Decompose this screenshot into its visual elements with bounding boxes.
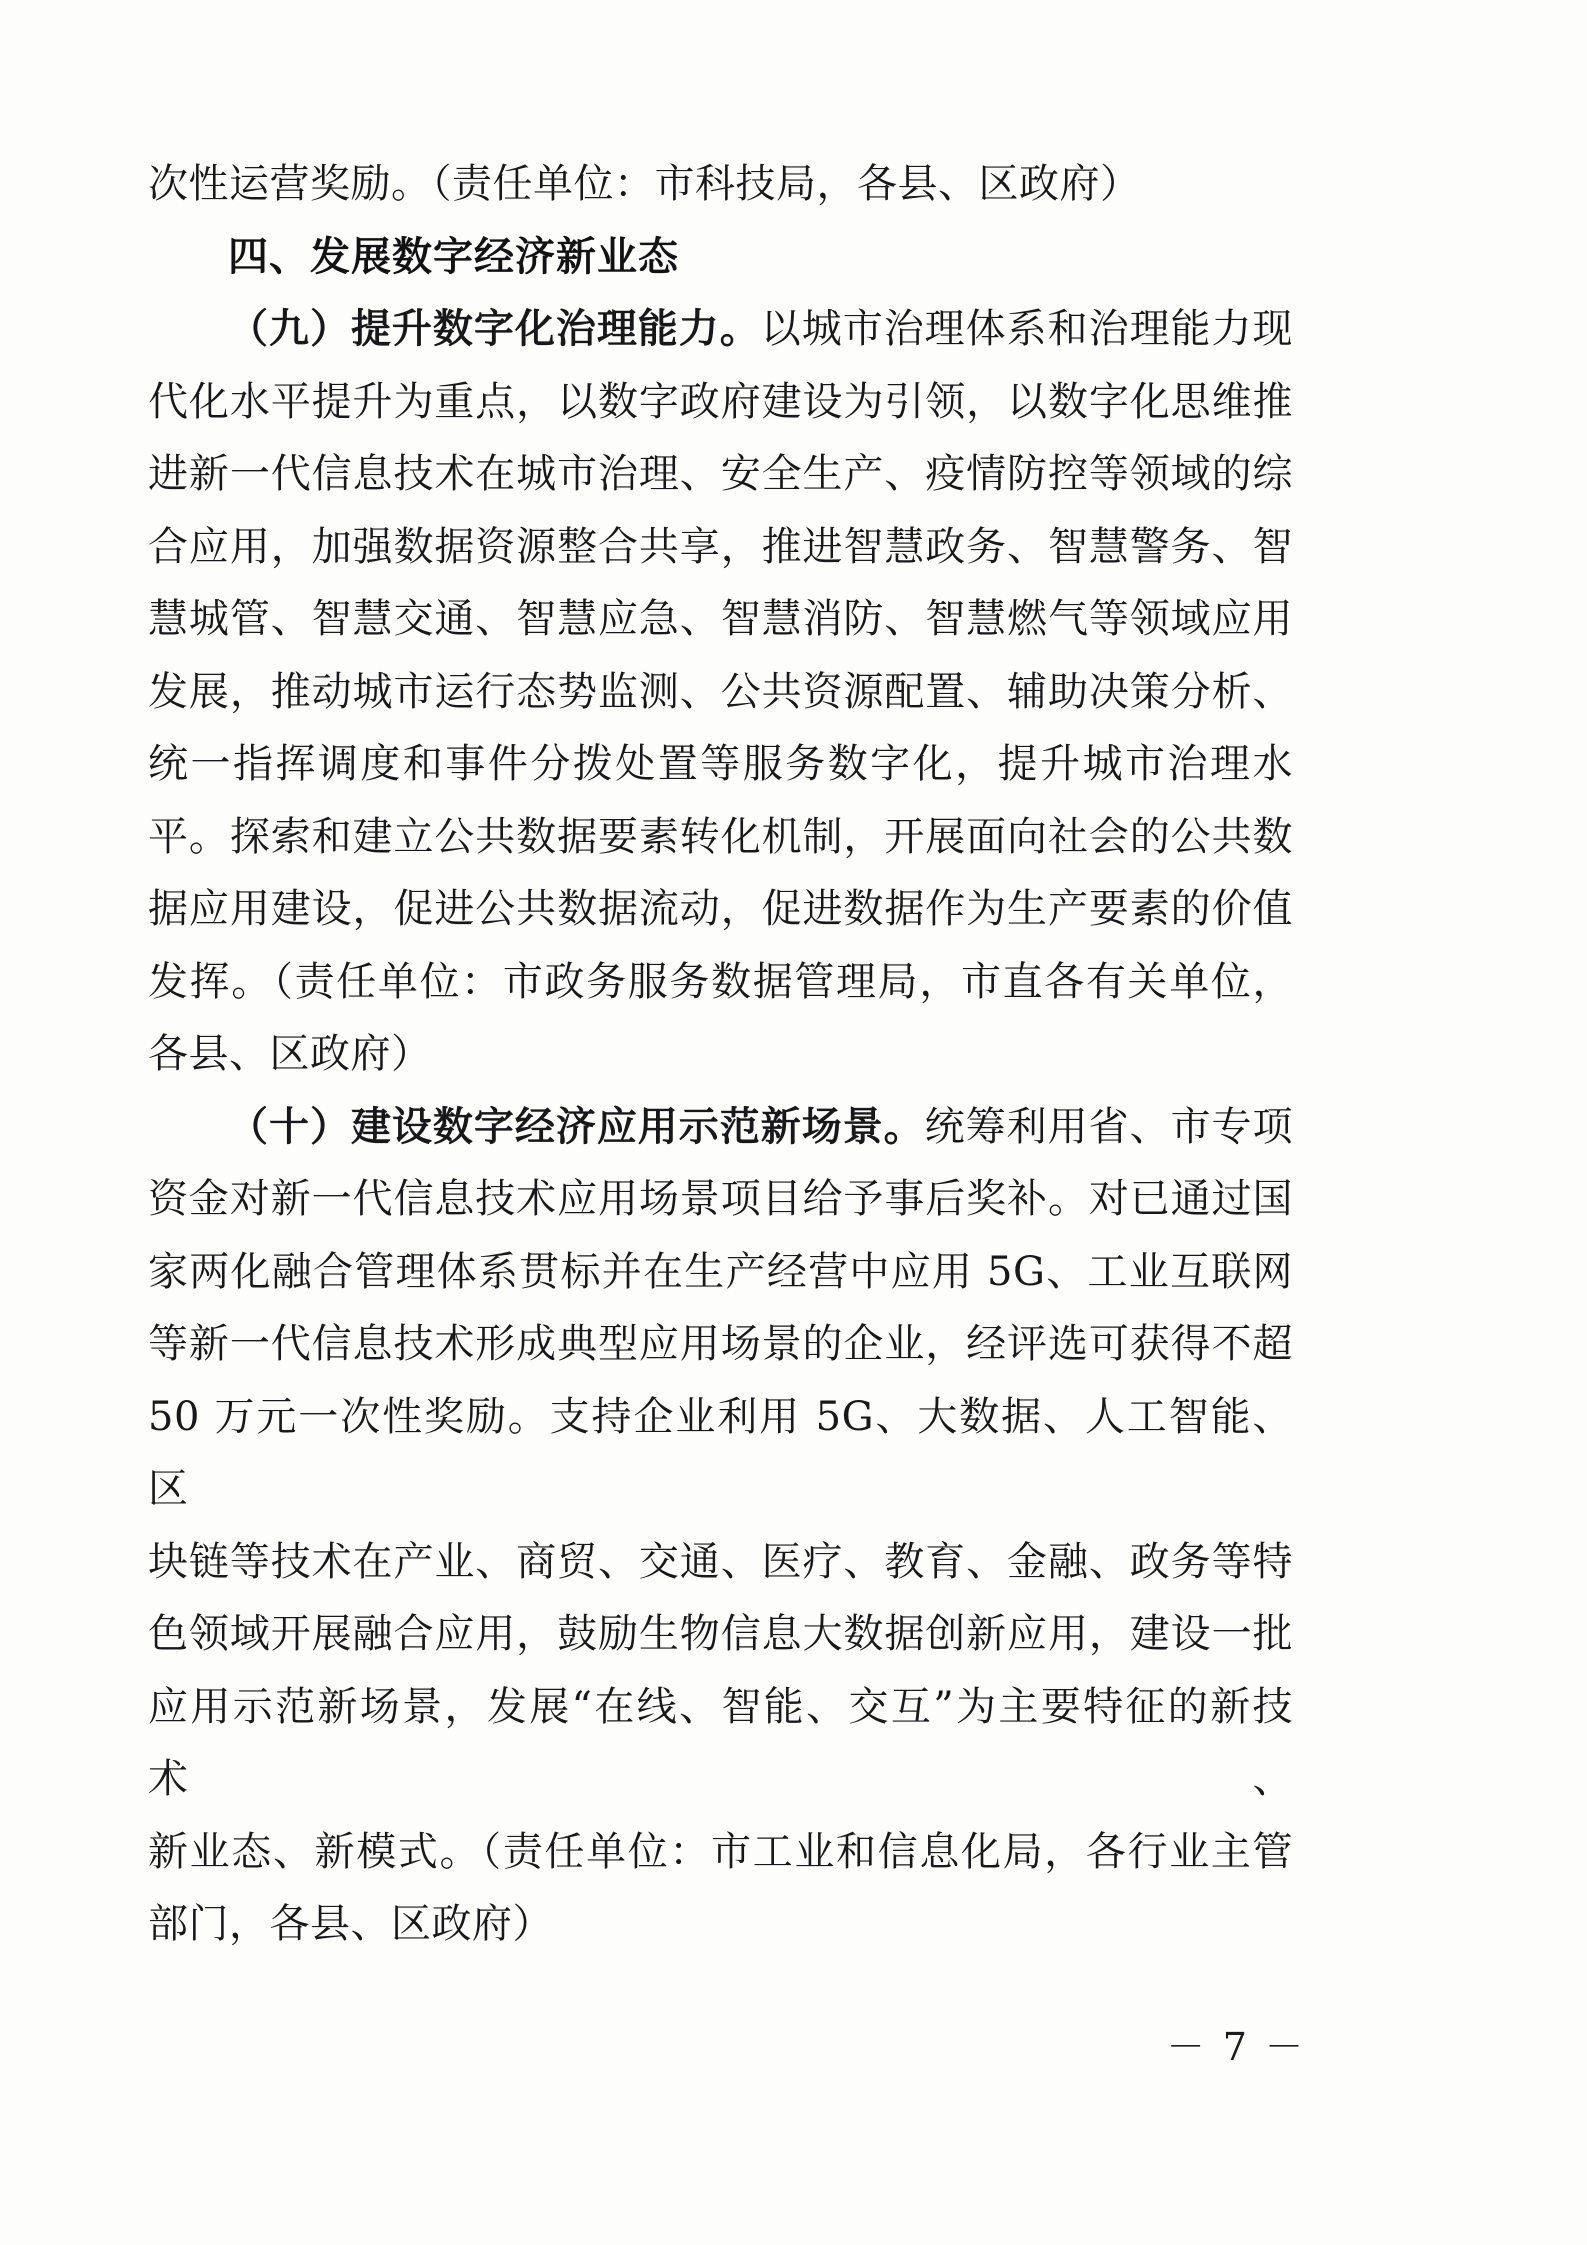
section-heading-4: 四、发展数字经济新业态 xyxy=(228,233,679,280)
paragraph-9-line-5: 慧城管、智慧交通、智慧应急、智慧消防、智慧燃气等领域应用 xyxy=(148,596,1293,642)
paragraph-9-line-4: 合应用，加强数据资源整合共享，推进智慧政务、智慧警务、智 xyxy=(148,523,1293,570)
paragraph-9-line-1 xyxy=(148,293,1293,366)
page-content xyxy=(148,148,1293,1961)
paragraph-10-line-1 xyxy=(148,1091,1293,1164)
paragraph-9 xyxy=(148,293,1293,1091)
paragraph-9-lead: （九）提升数字化治理能力。 xyxy=(228,305,761,352)
paragraph-10-line-1-rest: 统筹利用省、市专项 xyxy=(924,1103,1294,1150)
paragraph-10-line-2: 资金对新一代信息技术应用场景项目给予事后奖补。对已通过国 xyxy=(148,1176,1293,1222)
paragraph-10-line-3: 家两化融合管理体系贯标并在生产经营中应用 5G、工业互联网 xyxy=(148,1248,1293,1295)
paragraph-10-line-10: 部门，各县、区政府） xyxy=(148,1901,553,1947)
paragraph-10-line-7: 色领域开展融合应用，鼓励生物信息大数据创新应用，建设一批 xyxy=(148,1611,1293,1657)
paragraph-10-line-6: 块链等技术在产业、商贸、交通、医疗、教育、金融、政务等特 xyxy=(148,1538,1293,1585)
paragraph-10-lead: （十）建设数字经济应用示范新场景。 xyxy=(228,1102,925,1150)
paragraph-9-line-3: 进新一代信息技术在城市治理、安全生产、疫情防控等领域的综 xyxy=(148,451,1293,497)
paragraph-9-line-11: 各县、区政府） xyxy=(148,1031,432,1077)
paragraph-9-line-10: 发挥。（责任单位：市政务服务数据管理局，市直各有关单位， xyxy=(148,958,1293,1005)
paragraph-10-line-5: 50 万元一次性奖励。支持企业利用 5G、大数据、人工智能、区 xyxy=(148,1393,1293,1512)
paragraph-continued-line: 次性运营奖励。（责任单位：市科技局，各县、区政府） xyxy=(148,161,1141,207)
paragraph-10 xyxy=(148,1091,1293,1961)
paragraph-9-line-7: 统一指挥调度和事件分拨处置等服务数字化，提升城市治理水 xyxy=(148,741,1293,787)
paragraph-10-line-9: 新业态、新模式。（责任单位：市工业和信息化局，各行业主管 xyxy=(148,1828,1293,1875)
paragraph-9-line-9: 据应用建设，促进公共数据流动，促进数据作为生产要素的价值 xyxy=(148,886,1293,932)
paragraph-10-line-8: 应用示范新场景，发展“在线、智能、交互”为主要特征的新技术、 xyxy=(148,1683,1293,1802)
paragraph-9-line-6: 发展，推动城市运行态势监测、公共资源配置、辅助决策分析、 xyxy=(148,668,1293,715)
paragraph-9-line-2: 代化水平提升为重点，以数字政府建设为引领，以数字化思维推 xyxy=(148,378,1293,425)
paragraph-9-line-8: 平。探索和建立公共数据要素转化机制，开展面向社会的公共数 xyxy=(148,813,1293,860)
page-number: － 7 － xyxy=(1166,2025,1306,2069)
paragraph-9-line-1-rest: 以城市治理体系和治理能力现 xyxy=(760,306,1294,352)
paragraph-10-line-4: 等新一代信息技术形成典型应用场景的企业，经评选可获得不超 xyxy=(148,1321,1293,1367)
